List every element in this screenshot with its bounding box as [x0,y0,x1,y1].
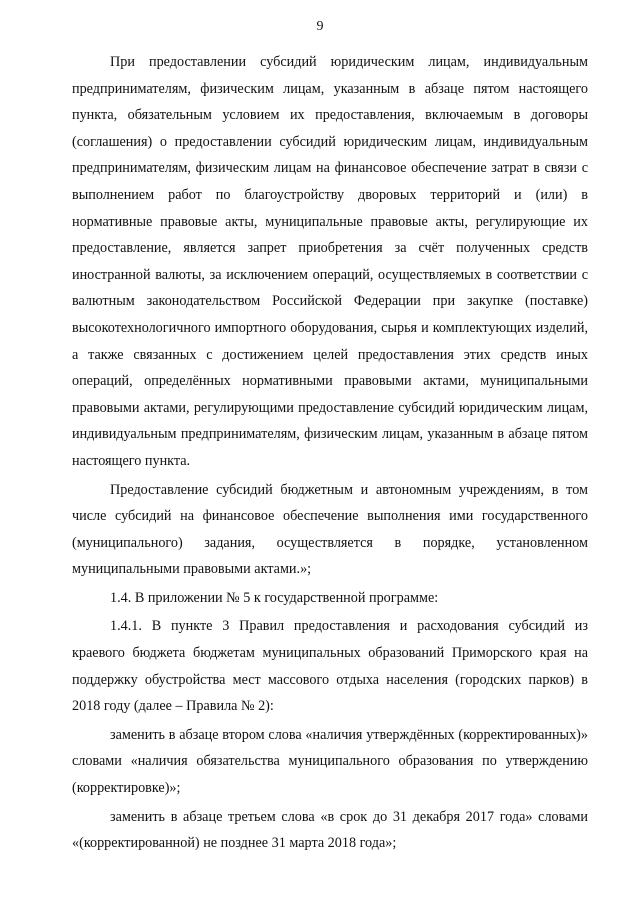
paragraph-replace-third-abzac: заменить в абзаце третьем слова «в срок до 31 декабря 2017 года» словами «(корректированной) не позднее 31 марта 2018 года»; [72,808,588,852]
paragraph-item-1-4-1: 1.4.1. В пункте 3 Правил предоставления и расходования субсидий из краевого бюджета бюджетам муниципальных образований Приморского края на поддержку обустройства мест массового отдыха населения (городских парков) в 2018 году (далее – Правила № 2): [72,618,588,715]
paragraph-replace-second-abzac: заменить в абзаце втором слова «наличия утверждённых (корректированных)» словами «наличия обязательства муниципального образования по утверждению (корректировке)»; [72,726,588,797]
paragraph-subsidy-conditions: При предоставлении субсидий юридическим лицам, индивидуальным предпринимателям, физическим лицам, указанным в абзаце пятом настоящего пункта, обязательным условием их предоставления, включаемым в договоры (соглашения) о предоставлении субсидий юридическим лицам, индивидуальным предпринимателям, физическим лицам на финансовое обеспечение затрат в связи с выполнением работ по благоустройству дворовых территорий и (или) в нормативные правовые акты, муниципальные правовые акты, регулирующие их предоставление, является запрет приобретения за счёт полученных средств иностранной валюты, за исключением операций, осуществляемых в соответствии с валютным законодательством Российской Федерации при закупке (поставке) высокотехнологичного импортного оборудования, сырья и комплектующих изделий, а также связанных с достижением целей предоставления этих средств иных операций, определённых нормативными правовыми актами, муниципальными правовыми актами, регулирующими предоставление субсидий юридическим лицам, индивидуальным предпринимателям, физическим лицам, указанным в абзаце пятом настоящего пункта. [72,54,588,469]
page-number: 9 [316,19,324,34]
paragraph-budget-institutions: Предоставление субсидий бюджетным и автономным учреждениям, в том числе субсидий на финансовое обеспечение выполнения ими государственного (муниципального) задания, осуществляется в порядке, установленном муниципальными правовыми актами.»; [72,481,588,578]
paragraph-item-1-4: 1.4. В приложении № 5 к государственной программе: [110,589,439,606]
document-body [72,49,588,857]
